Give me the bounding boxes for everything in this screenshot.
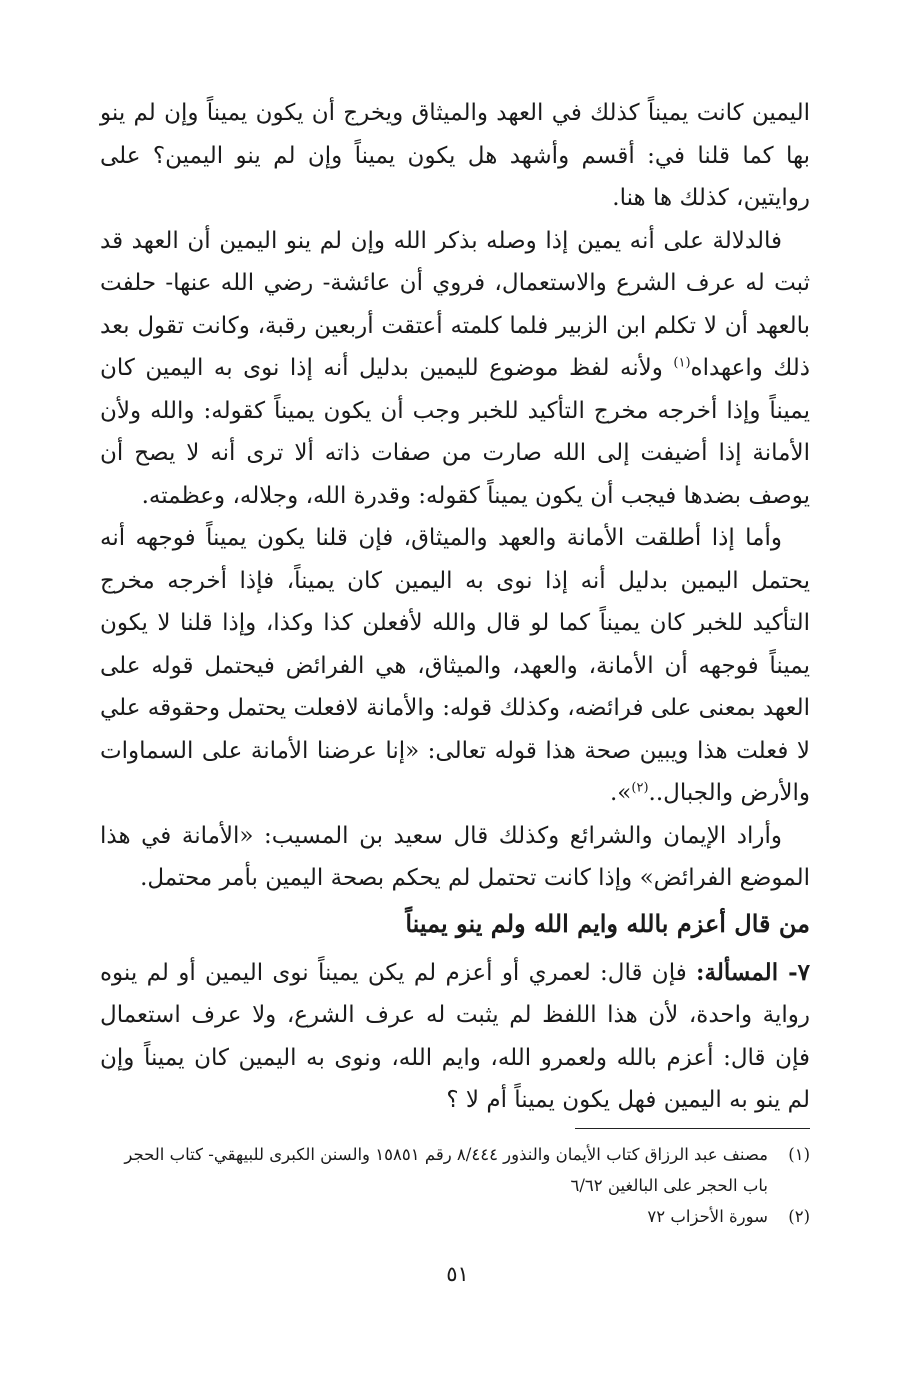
paragraph-5 (100, 952, 810, 1122)
footnote-2-text: سورة الأحزاب ٧٢ (647, 1206, 768, 1226)
paragraph-3-part-1: وأما إذا أطلقت الأمانة والعهد والميثاق، فإن قلنا يكون يميناً فوجهه أنه يحتمل اليمين بدليل أنه إذا نوى به اليمين كان يميناً، فإذا أخرجه مخرج التأكيد للخبر كان يميناً كما لو قال والله لأفعلن كذا وكذا، وإذا قلنا لا يكون يميناً فوجهه أن الأمانة، والعهد، والميثاق، هي الفرائض فيحتمل قوله على العهد بمعنى على فرائضه، وكذلك قوله: والأمانة لافعلت يحتمل وحقوقه علي لا فعلت هذا ويبين صحة هذا قوله تعالى: «إنا عرضنا الأمانة على السماوات والأرض والجبال.. (99, 525, 810, 806)
paragraph-3-part-2: ». (609, 780, 632, 806)
page-number: ٥١ (446, 1262, 469, 1286)
paragraph-3 (100, 517, 810, 815)
masala-label: ٧- المسألة: (696, 958, 810, 986)
paragraph-5-text: فإن قال: لعمري أو أعزم لم يكن يميناً نوى اليمين أو لم ينوه رواية واحدة، لأن هذا اللفظ لم يثبت له عرف الشرع، ولا عرف استعمال فإن قال: أعزم بالله ولعمرو الله، وايم الله، ونوى به اليمين كان يميناً وإن لم ينو به اليمين فهل يكون يميناً أم لا ؟ (100, 959, 810, 1113)
paragraph-4: وأراد الإيمان والشرائع وكذلك قال سعيد بن المسيب: «الأمانة في هذا الموضع الفرائض» وإذا كانت تحتمل لم يحكم بصحة اليمين بأمر محتمل. (100, 822, 810, 891)
paragraph-1: اليمين كانت يميناً كذلك في العهد والميثاق ويخرج أن يكون يميناً وإن لم ينو بها كما قلنا في: أقسم وأشهد هل يكون يميناً وإن لم ينو اليمين؟ على روايتين، كذلك ها هنا. (100, 100, 810, 211)
footnote-ref-1[interactable]: (١) (673, 355, 691, 371)
footnote-1 (100, 1139, 810, 1201)
paragraph-2-part-2: ولأنه لفظ موضوع لليمين بدليل أنه إذا نوى به اليمين كان يميناً وإذا أخرجه مخرج التأكيد للخبر وجب أن يكون يميناً كقوله: والله ولأن الأمانة إذا أضيفت إلى الله صارت من صفات ذاته ألا ترى أنه لا يصح أن يوصف بضدها فيجب أن يكون يميناً كقوله: وقدرة الله، وجلاله، وعظمته. (100, 355, 810, 509)
main-text (100, 92, 810, 1122)
footnote-1-mark: (١) (788, 1144, 810, 1164)
page-content (100, 92, 810, 1232)
footnotes (100, 1139, 810, 1232)
footnote-ref-2[interactable]: (٢) (631, 780, 649, 796)
footnote-2 (100, 1201, 810, 1232)
section-heading: من قال أعزم بالله وايم الله ولم ينو يميناً (405, 908, 810, 938)
footnote-2-mark: (٢) (788, 1206, 810, 1226)
footnote-divider (575, 1128, 810, 1129)
paragraph-2 (100, 220, 810, 518)
footnote-1-text: مصنف عبد الرزاق كتاب الأيمان والنذور ٨/٤٤٤ رقم ١٥٨٥١ والسنن الكبرى للبيهقي- كتاب الحجر باب الحجر على البالغين ٦/٦٢ (124, 1144, 768, 1195)
paragraph-2-part-1: فالدلالة على أنه يمين إذا وصله بذكر الله وإن لم ينو اليمين أن العهد قد ثبت له عرف الشرع والاستعمال، فروي أن عائشة- رضي الله عنها- حلفت بالعهد أن لا تكلم ابن الزبير فلما كلمته أعتقت أربعين رقبة، وكانت تقول بعد ذلك واعهداه (100, 227, 811, 381)
